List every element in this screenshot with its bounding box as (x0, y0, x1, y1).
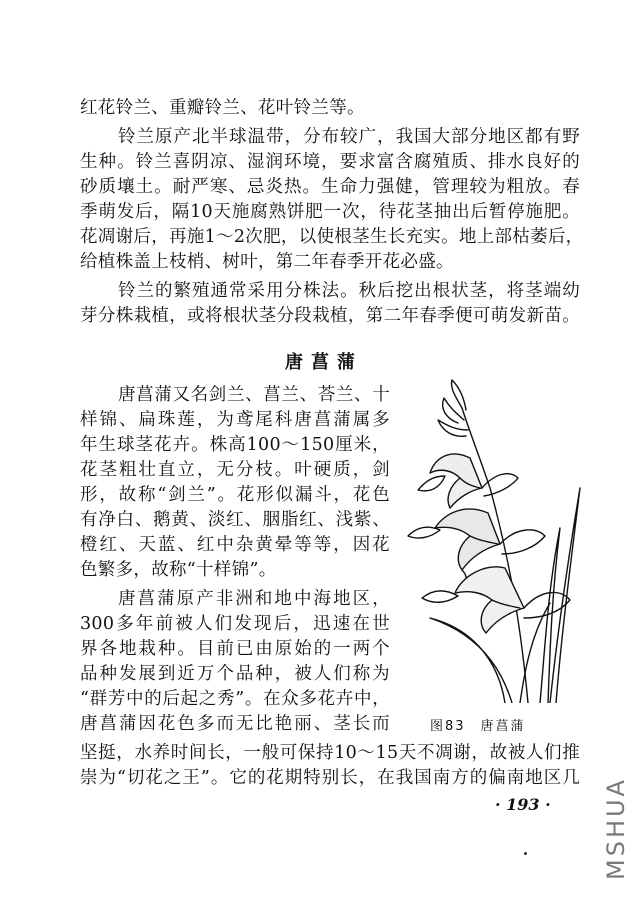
text-line: 年生球茎花卉。株高100～150厘米， (80, 435, 390, 455)
text-line: 铃兰的繁殖通常采用分株法。秋后挖出根状茎，将茎端幼 (118, 281, 580, 301)
page-number: · 193 · (495, 795, 551, 814)
text-line: 品种发展到近万个品种，被人们称为 (80, 664, 390, 684)
text-line: “群芳中的后起之秀”。在众多花卉中， (80, 689, 390, 709)
text-line: 300多年前被人们发现后，迅速在世 (80, 614, 390, 634)
text-line: 红花铃兰、重瓣铃兰、花叶铃兰等。 (80, 98, 365, 118)
text-line: 季萌发后，隔10天施腐熟饼肥一次，待花茎抽出后暂停施肥。 (80, 202, 580, 222)
text-line: 花茎粗壮直立，无分枝。叶硬质，剑 (80, 460, 390, 480)
text-line: 铃兰原产北半球温带，分布较广，我国大部分地区都有野 (118, 127, 580, 147)
gladiolus-illustration-icon (400, 378, 590, 703)
text-line: 形，故称“剑兰”。花形似漏斗，花色 (80, 485, 390, 505)
figure-caption: 图83 唐菖蒲 (430, 719, 526, 734)
text-line: 有净白、鹅黄、淡红、胭脂红、浅紫、 (80, 510, 390, 530)
text-line: 唐菖蒲又名剑兰、菖兰、荅兰、十 (118, 385, 390, 405)
text-line: 砂质壤土。耐严寒、忌炎热。生命力强健，管理较为粗放。春 (80, 177, 580, 197)
text-line: 唐菖蒲因花色多而无比艳丽、茎长而 (80, 714, 390, 734)
watermark: MSHUA (602, 777, 630, 880)
text-line: 崇为“切花之王”。它的花期特别长，在我国南方的偏南地区几 (80, 768, 580, 788)
text-line: 坚挺，水养时间长，一般可保持10～15天不凋谢，故被人们推 (80, 743, 580, 763)
text-line: 给植株盖上枝梢、树叶，第二年春季开花必盛。 (80, 252, 454, 272)
section-title: 唐菖蒲 (285, 352, 363, 373)
text-line: 样锦、扁珠莲，为鸢尾科唐菖蒲属多 (80, 410, 390, 430)
text-line: 橙红、天蓝、红中杂黄晕等等，因花 (80, 535, 390, 555)
text-line: 芽分株栽植，或将根状茎分段栽植，第二年春季便可萌发新苗。 (80, 306, 580, 326)
text-line: 色繁多，故称“十样锦”。 (80, 560, 277, 580)
scan-speck (524, 852, 527, 855)
text-line: 花凋谢后，再施1～2次肥，以使根茎生长充实。地上部枯萎后， (80, 227, 584, 247)
text-line: 界各地栽种。目前已由原始的一两个 (80, 639, 390, 659)
text-line: 唐菖蒲原产非洲和地中海地区， (118, 589, 390, 609)
text-line: 生种。铃兰喜阴凉、湿润环境，要求富含腐殖质、排水良好的 (80, 152, 580, 172)
